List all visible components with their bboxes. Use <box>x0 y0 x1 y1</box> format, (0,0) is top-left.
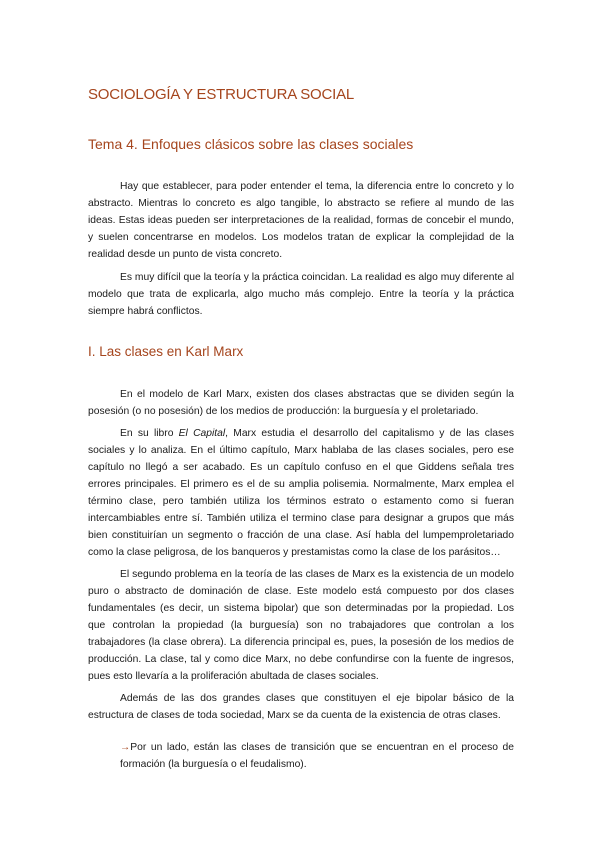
marx-paragraph-2 <box>88 425 514 561</box>
book-title: El Capital <box>178 428 226 439</box>
paragraph-text-rest: , Marx estudia el desarrollo del capitalismo y de las clases sociales y lo analiza. En el último capítulo, Marx hablaba de las clases sociales, pero ese capítulo no llegó a ser acabado. Es un capítulo confuso en el que Giddens señala tres errores principales. El primero es el de su amplia polisemia. Normalmente, Marx emplea el término clase, pero también utiliza los términos estrato o estamento como si fueran intercambiables entre sí. También utiliza el termino clase para designar a grupos que más bien constituirían un segmento o fracción de una clase. Así habla del lumpemproletariado como la clase peligrosa, de los banqueros y prestamistas como la clase de los parásitos… <box>88 428 514 558</box>
arrow-icon: → <box>120 742 131 753</box>
paragraph-text-start: En su libro <box>120 428 179 439</box>
marx-paragraph-4: Además de las dos grandes clases que constituyen el eje bipolar básico de la estructura de clases de toda sociedad, Marx se da cuenta de la existencia de otras clases. <box>88 693 514 721</box>
arrow-list-item <box>120 739 514 773</box>
intro-section <box>88 178 514 326</box>
topic-heading: Tema 4. Enfoques clásicos sobre las clases sociales <box>88 136 414 152</box>
arrow-item-text: Por un lado, están las clases de transición que se encuentran en el proceso de formación (la burguesía o el feudalismo). <box>120 742 514 770</box>
document-title: SOCIOLOGÍA Y ESTRUCTURA SOCIAL <box>88 86 355 103</box>
marx-section <box>88 386 514 729</box>
marx-paragraph-3: El segundo problema en la teoría de las clases de Marx es la existencia de un modelo puro o abstracto de dominación de clase. Este modelo está compuesto por dos clases fundamentales (es decir, un sistema bipolar) que son determinadas por la propiedad. Los que controlan la propiedad (la burguesía) son no trabajadores que controlan a los trabajadores (la clase obrera). La diferencia principal es, pues, la posesión de los medios de producción. La clase, tal y como dice Marx, no debe confundirse con la fuente de ingresos, pues esto llevaría a la proliferación abultada de clases sociales. <box>88 569 514 682</box>
intro-paragraph-1: Hay que establecer, para poder entender el tema, la diferencia entre lo concreto y lo abstracto. Mientras lo concreto es algo tangible, lo abstracto se refiere al mundo de las ideas. Estas ideas pueden ser interpretaciones de la realidad, formas de concebir el mundo, y suelen concentrarse en modelos. Los modelos tratan de explicar la complejidad de la realidad desde un punto de vista concreto. <box>88 181 514 260</box>
section-heading-marx: I. Las clases en Karl Marx <box>88 344 244 359</box>
marx-paragraph-1: En el modelo de Karl Marx, existen dos clases abstractas que se dividen según la posesión (o no posesión) de los medios de producción: la burguesía y el proletariado. <box>88 389 514 417</box>
intro-paragraph-2: Es muy difícil que la teoría y la práctica coincidan. La realidad es algo muy diferente al modelo que trata de explicarla, algo mucho más complejo. Entre la teoría y la práctica siempre habrá conflictos. <box>88 272 514 317</box>
